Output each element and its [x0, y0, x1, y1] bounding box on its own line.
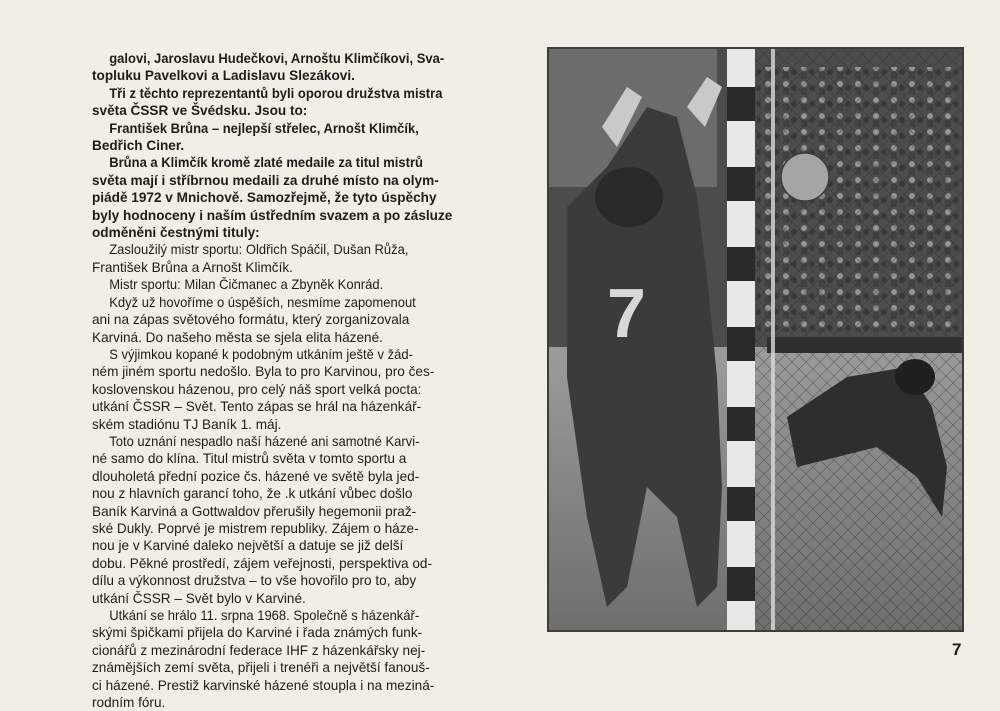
- text-line: ské Dukly. Poprvé je mistrem republiky. Zájem o háze-: [92, 520, 419, 536]
- page-number: 7: [952, 640, 962, 659]
- text-line: nou je v Karviné daleko největší a datuje se již delší: [92, 538, 404, 554]
- text-line: koslovenskou házenou, pro celý náš sport velká pocta:: [92, 381, 422, 397]
- text-line: světa ČSSR ve Švédsku. Jsou to:: [92, 103, 308, 119]
- handball-photo-illustration: [547, 47, 964, 632]
- text-line: Zasloužilý mistr sportu: Oldřich Spáčil, Dušan Růža,: [109, 242, 409, 258]
- text-line: skými špičkami přijela do Karviné i řada známých funk-: [92, 625, 423, 641]
- text-line: dobu. Pěkné prostředí, zájem veřejnosti, perspektiva od-: [92, 555, 433, 571]
- article-text: [92, 50, 510, 711]
- article-paragraph: [92, 294, 510, 346]
- text-line: rodním fóru.: [92, 695, 166, 711]
- text-line: Když už hovoříme o úspěších, nesmíme zapomenout: [109, 294, 416, 310]
- text-line: Tři z těchto reprezentantů byli oporou družstva mistra: [109, 85, 443, 101]
- text-line: světa mají i stříbrnou medaili za druhé místo na olym-: [92, 172, 439, 188]
- text-line: utkání ČSSR – Svět bylo v Karviné.: [92, 590, 306, 606]
- text-line: dílu a výkonnost družstva – to vše hovořilo pro to, aby: [92, 573, 417, 589]
- article-paragraph: [92, 607, 510, 711]
- text-line: S výjimkou kopané k podobným utkáním ještě v žád-: [109, 346, 413, 362]
- text-line: odměněni čestnými tituly:: [92, 225, 260, 241]
- text-line: ci házené. Prestiž karvinské házené stoupla i na meziná-: [92, 677, 435, 693]
- text-line: né samo do klína. Titul mistrů světa v tomto sportu a: [92, 451, 407, 467]
- text-line: Brůna a Klimčík kromě zlaté medaile za titul mistrů: [109, 155, 423, 171]
- article-paragraph: [92, 154, 510, 241]
- text-line: utkání ČSSR – Svět. Tento zápas se hrál na házenkář-: [92, 399, 422, 415]
- text-line: ani na zápas světového formátu, který zorganizovala: [92, 312, 410, 328]
- handball-photo: [547, 47, 964, 632]
- text-line: nou z hlavních garancí toho, že .k utkání vůbec došlo: [92, 486, 413, 502]
- text-line: Baník Karviná a Gottwaldov přerušily hegemonii praž-: [92, 503, 417, 519]
- article-paragraph: [92, 85, 510, 120]
- article-paragraph: [92, 346, 510, 433]
- text-line: Mistr sportu: Milan Čičmanec a Zbyněk Konrád.: [109, 277, 384, 293]
- text-line: cionářů z mezinárodní federace IHF z házenkářsky nej-: [92, 642, 426, 658]
- article-paragraph: [92, 276, 510, 293]
- text-line: František Brůna a Arnošt Klimčík.: [92, 259, 293, 275]
- jersey-number: 7: [607, 274, 646, 352]
- text-line: Utkání se hrálo 11. srpna 1968. Společně s házenkář-: [109, 608, 420, 623]
- text-line: Bedřich Ciner.: [92, 138, 185, 154]
- text-line: galovi, Jaroslavu Hudečkovi, Arnoštu Klimčíkovi, Sva-: [109, 51, 445, 66]
- text-line: Toto uznání nespadlo naší házené ani samotné Karvi-: [109, 433, 420, 449]
- article-paragraph: [92, 241, 510, 276]
- text-line: byly hodnoceny i naším ústředním svazem a po zásluze: [92, 207, 453, 223]
- text-line: piádě 1972 v Mnichově. Samozřejmě, že tyto úspěchy: [92, 190, 437, 206]
- article-paragraph: [92, 433, 510, 607]
- text-line: topluku Pavelkovi a Ladislavu Slezákovi.: [92, 68, 355, 84]
- text-line: ném jiném sportu nedošlo. Byla to pro Karvinou, pro čes-: [92, 364, 435, 380]
- text-line: Karviná. Do našeho města se sjela elita házené.: [92, 329, 383, 345]
- text-line: dlouholetá přední pozice čs. házené ve světě byla jed-: [92, 468, 420, 484]
- text-line: ském stadiónu TJ Baník 1. máj.: [92, 416, 282, 432]
- article-paragraph: [92, 50, 510, 85]
- text-line: známějších zemí světa, přijeli i trenéři a největší fanouš-: [92, 660, 430, 676]
- text-line: František Brůna – nejlepší střelec, Arnošt Klimčík,: [109, 120, 419, 136]
- article-paragraph: [92, 120, 510, 155]
